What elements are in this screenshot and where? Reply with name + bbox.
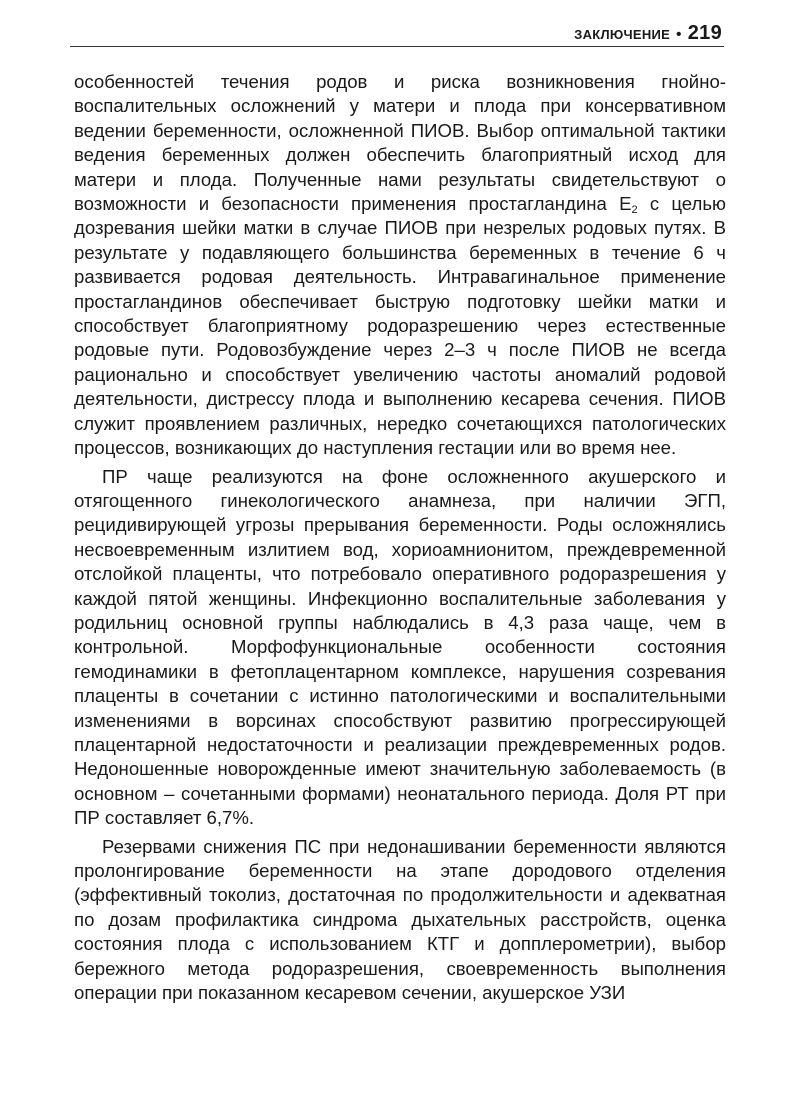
paragraph-1-part-a: особенностей течения родов и риска возникновения гнойно-воспалительных осложнений у матери и плода при консервативном ведении беременности, осложненной ПИОВ. Выбор оптимальной тактики ведения беременных должен обеспечить благоприятный исход для матери и плода. Полученные нами результаты свидетельствуют о возможности и безопасности применения простагландина Е <box>74 71 726 215</box>
section-title: ЗАКЛЮЧЕНИЕ <box>574 27 671 42</box>
subscript-2: 2 <box>631 204 638 217</box>
page-number: 219 <box>687 22 722 44</box>
running-head <box>574 22 722 45</box>
paragraph-1 <box>74 70 726 461</box>
body-text <box>74 70 726 1005</box>
paragraph-1-part-b: с целью дозревания шейки матки в случае ПИОВ при незрелых родовых путях. В результате у подавляющего большинства беременных в течение 6 ч развивается родовая деятельность. Интравагинальное применение простагландинов обеспечивает быструю подготовку шейки матки и способствует благоприятному родоразрешению через естественные родовые пути. Родовозбуждение через 2–3 ч после ПИОВ не всегда рационально и способствует увеличению частоты аномалий родовой деятельности, дистрессу плода и выполнению кесарева сечения. ПИОВ служит проявлением различных, нередко сочетающихся патологических процессов, возникающих до наступления гестации или во время нее. <box>74 193 726 459</box>
paragraph-3: Резервами снижения ПС при недонашивании беременности являются пролонгирование беременности на этапе дородового отделения (эффективный токолиз, достаточная по продолжительности и адекватная по дозам профилактика синдрома дыхательных расстройств, оценка состояния плода с использованием КТГ и допплерометрии), выбор бережного метода родоразрешения, своевременность выполнения операции при показанном кесаревом сечении, акушерское УЗИ <box>74 835 726 1004</box>
bullet-separator: • <box>676 26 682 43</box>
header-rule <box>70 46 724 47</box>
paragraph-2: ПР чаще реализуются на фоне осложненного акушерского и отягощенного гинекологического анамнеза, при наличии ЭГП, рецидивирующей угрозы прерывания беременности. Роды осложнялись несвоевременным излитием вод, хориоамнионитом, преждевременной отслойкой плаценты, что потребовало оперативного родоразрешения у каждой пятой женщины. Инфекционно воспалительные заболевания у родильниц основной группы наблюдались в 4,3 раза чаще, чем в контрольной. Морфофункциональные особенности состояния гемодинамики в фетоплацентарном комплексе, нарушения созревания плаценты в сочетании с истинно патологическими и воспалительными изменениями в ворсинах способствуют развитию прогрессирующей плацентарной недостаточности и реализации преждевременных родов. Недоношенные новорожденные имеют значительную заболеваемость (в основном – сочетанными формами) неонатального периода. Доля РТ при ПР составляет 6,7%. <box>74 465 726 829</box>
